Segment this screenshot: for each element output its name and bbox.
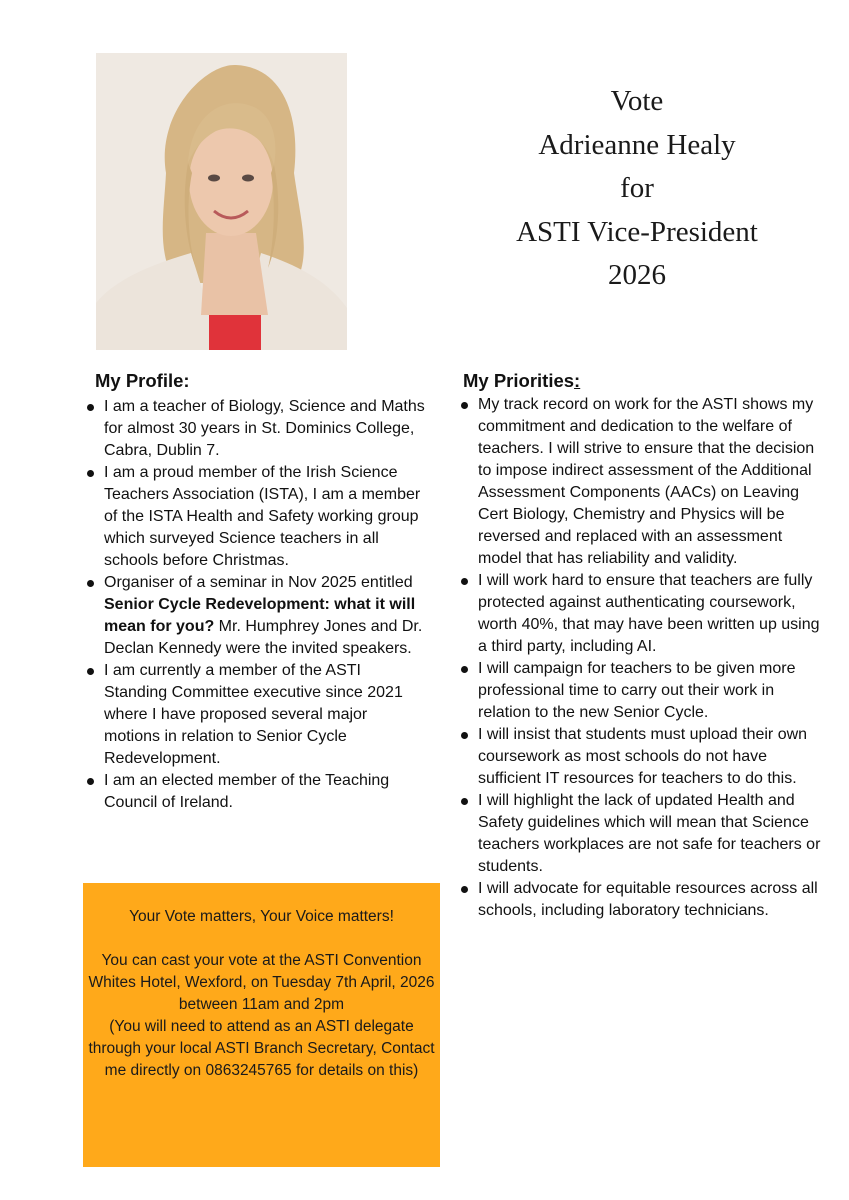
priority-item: I will work hard to ensure that teachers are fully protected against authenticating coursework, worth 40%, that may have been written up using a third party, including AI.	[460, 570, 828, 658]
priority-item: I will campaign for teachers to be given more professional time to carry out their work in relation to the new Senior Cycle.	[460, 658, 828, 724]
priority-item: I will highlight the lack of updated Health and Safety guidelines which will mean that Science teachers workplaces are not safe for teachers or students.	[460, 790, 828, 878]
headline-year: 2026	[608, 259, 666, 291]
headline-vote: Vote	[610, 85, 664, 117]
vote-slogan: Your Vote matters, Your Voice matters!	[129, 908, 394, 925]
profile-item	[86, 572, 426, 660]
priorities-heading	[463, 370, 580, 392]
profile-item-text: Organiser of a seminar in Nov 2025 entitled	[104, 574, 413, 591]
vote-details: You can cast your vote at the ASTI Convention Whites Hotel, Wexford, on Tuesday 7th April, 2026 between 11am and 2pm (You will need to attend as an ASTI delegate through your local ASTI Branch Secretary, Contact me directly on 0863245765 for details on this)	[88, 952, 435, 1079]
priorities-heading-colon: :	[574, 370, 581, 391]
headline-position: ASTI Vice-President	[516, 215, 758, 248]
profile-item-text: Mr. Humphrey Jones and Dr. Declan Kennedy were the invited speakers.	[104, 618, 423, 657]
profile-item: I am a proud member of the Irish Science Teachers Association (ISTA), I am a member of the ISTA Health and Safety working group which surveyed Science teachers in all schools before Christmas.	[86, 462, 426, 572]
profile-item: I am currently a member of the ASTI Standing Committee executive since 2021 where I have proposed several major motions in relation to Senior Cycle Redevelopment.	[86, 660, 426, 770]
profile-item: I am an elected member of the Teaching Council of Ireland.	[86, 770, 426, 814]
candidate-portrait-icon	[96, 53, 347, 350]
priority-item: I will insist that students must upload their own coursework as most schools do not have sufficient IT resources for teachers to do this.	[460, 724, 828, 790]
campaign-headline	[462, 80, 812, 298]
vote-info-box	[83, 883, 440, 1167]
priority-item: My track record on work for the ASTI shows my commitment and dedication to the welfare of teachers. I will strive to ensure that the decision to impose indirect assessment of the Additional Assessment Components (AACs) on Leaving Cert Biology, Chemistry and Physics will be reversed and replaced with an assessment model that has reliability and validity.	[460, 394, 828, 570]
profile-heading: My Profile:	[95, 370, 190, 391]
priorities-list	[460, 394, 828, 922]
profile-list	[86, 396, 426, 814]
candidate-photo	[96, 53, 347, 350]
priorities-heading-text: My Priorities	[463, 370, 575, 391]
seminar-title: Senior Cycle Redevelopment: what it will mean for you?	[104, 596, 416, 635]
headline-candidate-name: Adrieanne Healy	[538, 128, 736, 161]
headline-for: for	[620, 172, 654, 204]
priority-item: I will advocate for equitable resources across all schools, including laboratory technicians.	[460, 878, 828, 922]
profile-item: I am a teacher of Biology, Science and Maths for almost 30 years in St. Dominics College, Cabra, Dublin 7.	[86, 396, 426, 462]
